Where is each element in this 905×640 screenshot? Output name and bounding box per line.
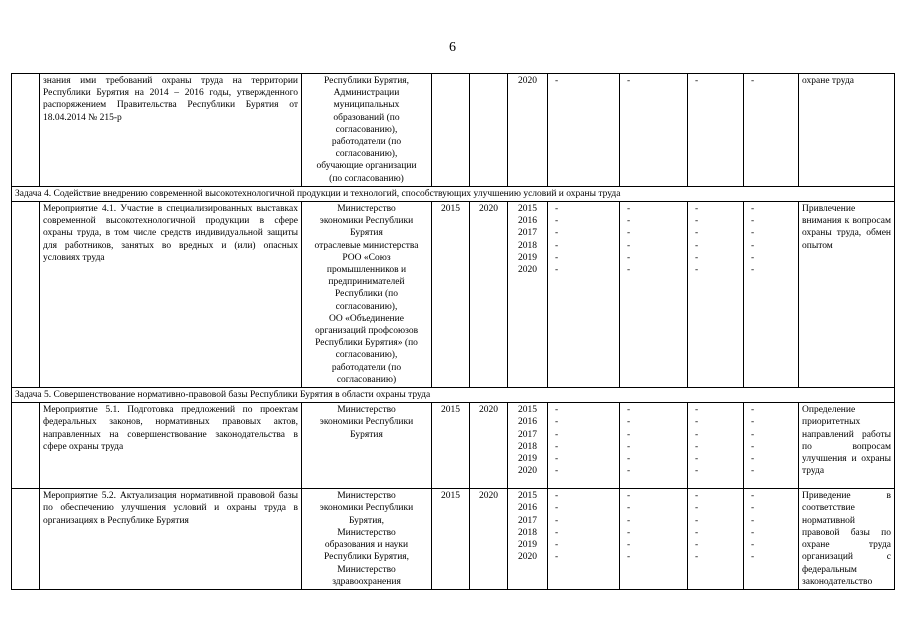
funding-value: -	[695, 515, 699, 526]
funding-value: -	[751, 228, 755, 239]
start-year: 2015	[432, 202, 470, 388]
year-line: 2018	[518, 527, 537, 538]
funding-value: -	[695, 540, 699, 551]
funding-value: -	[627, 527, 631, 538]
executor-line: экономики Республики	[319, 503, 414, 514]
years-cell	[508, 403, 548, 489]
executor-line: Республики Бурятия,	[323, 552, 410, 563]
funding-value: -	[751, 429, 755, 440]
years-cell	[508, 202, 548, 388]
start-year: 2015	[432, 489, 470, 590]
executor-line: Администрации	[333, 88, 400, 99]
funding-value: -	[627, 454, 631, 465]
row-number-cell	[12, 74, 40, 187]
measure-row	[12, 403, 895, 489]
funding-value: -	[555, 265, 559, 276]
executor-line: обучающие организации	[316, 161, 417, 172]
executor-line: согласованию),	[335, 124, 398, 135]
funding-value: -	[695, 466, 699, 477]
funding-value: -	[695, 417, 699, 428]
executor-line: муниципальных	[333, 100, 400, 111]
funding-value: -	[627, 216, 631, 227]
year-line: 2016	[518, 417, 537, 428]
task-row	[12, 186, 895, 201]
funding-value: -	[627, 252, 631, 263]
measure-text: Мероприятие 5.2. Актуализация нормативной правовой базы по обеспечению улучшения условий и охраны труда в организациях в Республике Бурятия	[40, 489, 302, 590]
funding-value: -	[555, 204, 559, 215]
executor-line: образований (по	[333, 112, 400, 123]
funding-value: -	[695, 429, 699, 440]
year-line: 2018	[518, 441, 537, 452]
funding-value: -	[555, 429, 559, 440]
executor-line: Республики (по	[334, 289, 399, 300]
funding-value: -	[555, 216, 559, 227]
measure-text: Мероприятие 4.1. Участие в специализированных выставках современной высокотехнологичной продукции в сфере охраны труда, в том числе средств индивидуальной защиты для работников, занятых во вредных и (или) опасных условиях труда	[40, 202, 302, 388]
years-cell	[508, 489, 548, 590]
funding-value: -	[555, 466, 559, 477]
funding-value: -	[751, 76, 755, 86]
executor-line: Министерство	[337, 527, 396, 538]
funding-value: -	[555, 491, 559, 502]
year-line: 2015	[518, 405, 537, 416]
executor-line: организаций профсоюзов	[314, 326, 419, 337]
funding-value: -	[751, 417, 755, 428]
funding-value: -	[555, 252, 559, 263]
executor-line: согласованию)	[336, 374, 397, 385]
funding-value: -	[627, 204, 631, 215]
expected-result: Определение приоритетных направлений работы по вопросам улучшения и охраны труда	[799, 403, 895, 489]
funding-value: -	[555, 552, 559, 563]
end-year: 2020	[470, 202, 508, 388]
funding-value: -	[627, 491, 631, 502]
expected-result: охране труда	[799, 74, 895, 187]
funding-value: -	[751, 552, 755, 563]
funding-value: -	[751, 204, 755, 215]
executor-line: ОО «Объединение	[329, 313, 404, 324]
funding-value: -	[695, 76, 699, 86]
executor-line: РОО «Союз	[342, 252, 391, 263]
funding-col-c-cell	[688, 74, 744, 187]
funding-value: -	[695, 405, 699, 416]
funding-value: -	[627, 540, 631, 551]
funding-col-b-cell	[620, 403, 688, 489]
executors-cell	[302, 489, 432, 590]
end-year	[470, 74, 508, 187]
funding-value: -	[751, 527, 755, 538]
funding-value: -	[627, 466, 631, 477]
funding-col-b-cell	[620, 202, 688, 388]
funding-value: -	[555, 515, 559, 526]
funding-value: -	[751, 265, 755, 276]
funding-value: -	[695, 252, 699, 263]
executor-line: Министерство	[337, 405, 396, 416]
year-line: 2017	[518, 429, 537, 440]
start-year	[432, 74, 470, 187]
year-line: 2015	[518, 204, 537, 215]
end-year: 2020	[470, 489, 508, 590]
funding-col-a-cell	[548, 74, 620, 187]
funding-col-c-cell	[688, 489, 744, 590]
funding-col-d-cell	[744, 74, 799, 187]
funding-value: -	[695, 527, 699, 538]
years-cell	[508, 74, 548, 187]
funding-col-b-cell	[620, 74, 688, 187]
funding-col-d-cell	[744, 202, 799, 388]
funding-value: -	[695, 240, 699, 251]
funding-value: -	[555, 540, 559, 551]
funding-value: -	[627, 552, 631, 563]
funding-value: -	[751, 454, 755, 465]
executor-line: (по согласованию)	[329, 173, 404, 184]
executor-line: работодатели (по	[331, 137, 402, 148]
end-year: 2020	[470, 403, 508, 489]
executor-line: Бурятия	[350, 429, 383, 440]
funding-value: -	[695, 216, 699, 227]
funding-value: -	[695, 491, 699, 502]
funding-value: -	[751, 466, 755, 477]
funding-value: -	[555, 240, 559, 251]
year-line: 2020	[518, 265, 537, 276]
year-line: 2017	[518, 515, 537, 526]
funding-value: -	[751, 405, 755, 416]
executor-line: Республики Бурятия,	[323, 76, 410, 86]
executors-cell	[302, 74, 432, 187]
funding-value: -	[555, 405, 559, 416]
funding-value: -	[695, 204, 699, 215]
executor-line: здравоохранения	[332, 576, 401, 587]
year-line: 2016	[518, 503, 537, 514]
funding-value: -	[751, 216, 755, 227]
executor-line: Министерство	[337, 204, 396, 215]
funding-value: -	[695, 265, 699, 276]
funding-value: -	[555, 441, 559, 452]
executor-line: промышленников и	[326, 265, 407, 276]
program-measures-table	[11, 73, 895, 590]
funding-col-c-cell	[688, 202, 744, 388]
expected-result: Приведение в соответствие нормативной правовой базы по охране труда организаций с федеральным законодательство	[799, 489, 895, 590]
task-title: Задача 4. Содействие внедрению современной высокотехнологичной продукции и технологий, способствующих улучшению условий и охраны труда	[12, 186, 895, 201]
funding-value: -	[555, 503, 559, 514]
executor-line: предпринимателей	[328, 277, 405, 288]
year-line: 2019	[518, 454, 537, 465]
executors-cell	[302, 202, 432, 388]
funding-value: -	[751, 503, 755, 514]
year-line: 2017	[518, 228, 537, 239]
executor-line: работодатели (по	[331, 362, 402, 373]
funding-value: -	[751, 515, 755, 526]
executor-line: образования и науки	[324, 540, 409, 551]
funding-value: -	[555, 527, 559, 538]
executor-line: Министерство	[337, 491, 396, 502]
funding-value: -	[695, 441, 699, 452]
year-line: 2015	[518, 491, 537, 502]
year-line: 2019	[518, 252, 537, 263]
funding-value: -	[627, 429, 631, 440]
measure-row	[12, 202, 895, 388]
funding-col-d-cell	[744, 489, 799, 590]
funding-col-b-cell	[620, 489, 688, 590]
year-line: 2019	[518, 540, 537, 551]
funding-value: -	[627, 76, 631, 86]
executor-line: согласованию),	[335, 350, 398, 361]
funding-value: -	[627, 228, 631, 239]
funding-value: -	[555, 76, 559, 86]
executor-line: экономики Республики	[319, 216, 414, 227]
funding-value: -	[627, 503, 631, 514]
funding-value: -	[751, 540, 755, 551]
expected-result: Привлечение внимания к вопросам охраны труда, обмен опытом	[799, 202, 895, 388]
funding-value: -	[627, 265, 631, 276]
funding-value: -	[695, 503, 699, 514]
year-line: 2020	[518, 466, 537, 477]
funding-value: -	[555, 417, 559, 428]
funding-value: -	[627, 441, 631, 452]
measure-row	[12, 489, 895, 590]
funding-value: -	[627, 417, 631, 428]
executors-cell	[302, 403, 432, 489]
measure-text: знания ими требований охраны труда на территории Республики Бурятия на 2014 – 2016 годы, утвержденного распоряжением Правительства Республики Бурятия от 18.04.2014 № 215-р	[40, 74, 302, 187]
funding-value: -	[695, 552, 699, 563]
executor-line: Республики Бурятия» (по	[315, 338, 418, 349]
executor-line: согласованию),	[335, 149, 398, 160]
start-year: 2015	[432, 403, 470, 489]
row-number-cell	[12, 202, 40, 388]
executor-line: отраслевые министерства	[314, 240, 419, 251]
measure-text: Мероприятие 5.1. Подготовка предложений по проектам федеральных законов, нормативных правовых актов, направленных на совершенствование законодательства в сфере охраны труда	[40, 403, 302, 489]
year-line: 2016	[518, 216, 537, 227]
executor-line: экономики Республики	[319, 417, 414, 428]
funding-col-d-cell	[744, 403, 799, 489]
funding-value: -	[751, 240, 755, 251]
year-line: 2018	[518, 240, 537, 251]
executor-line: Бурятия,	[348, 515, 385, 526]
funding-value: -	[555, 454, 559, 465]
funding-value: -	[751, 491, 755, 502]
row-number-cell	[12, 403, 40, 489]
funding-value: -	[695, 454, 699, 465]
funding-col-c-cell	[688, 403, 744, 489]
funding-col-a-cell	[548, 403, 620, 489]
measure-row	[12, 74, 895, 187]
row-number-cell	[12, 489, 40, 590]
funding-value: -	[751, 441, 755, 452]
executor-line: согласованию),	[335, 301, 398, 312]
task-title: Задача 5. Совершенствование нормативно-правовой базы Республики Бурятия в области охраны труда	[12, 388, 895, 403]
funding-col-a-cell	[548, 202, 620, 388]
funding-value: -	[627, 515, 631, 526]
task-row	[12, 388, 895, 403]
funding-value: -	[751, 252, 755, 263]
executor-line: Бурятия	[350, 228, 383, 239]
funding-value: -	[695, 228, 699, 239]
page-number: 6	[449, 40, 456, 55]
year-line: 2020	[518, 76, 537, 86]
year-line: 2020	[518, 552, 537, 563]
funding-col-a-cell	[548, 489, 620, 590]
funding-value: -	[627, 405, 631, 416]
executor-line: Министерство	[337, 564, 396, 575]
funding-value: -	[555, 228, 559, 239]
funding-value: -	[627, 240, 631, 251]
